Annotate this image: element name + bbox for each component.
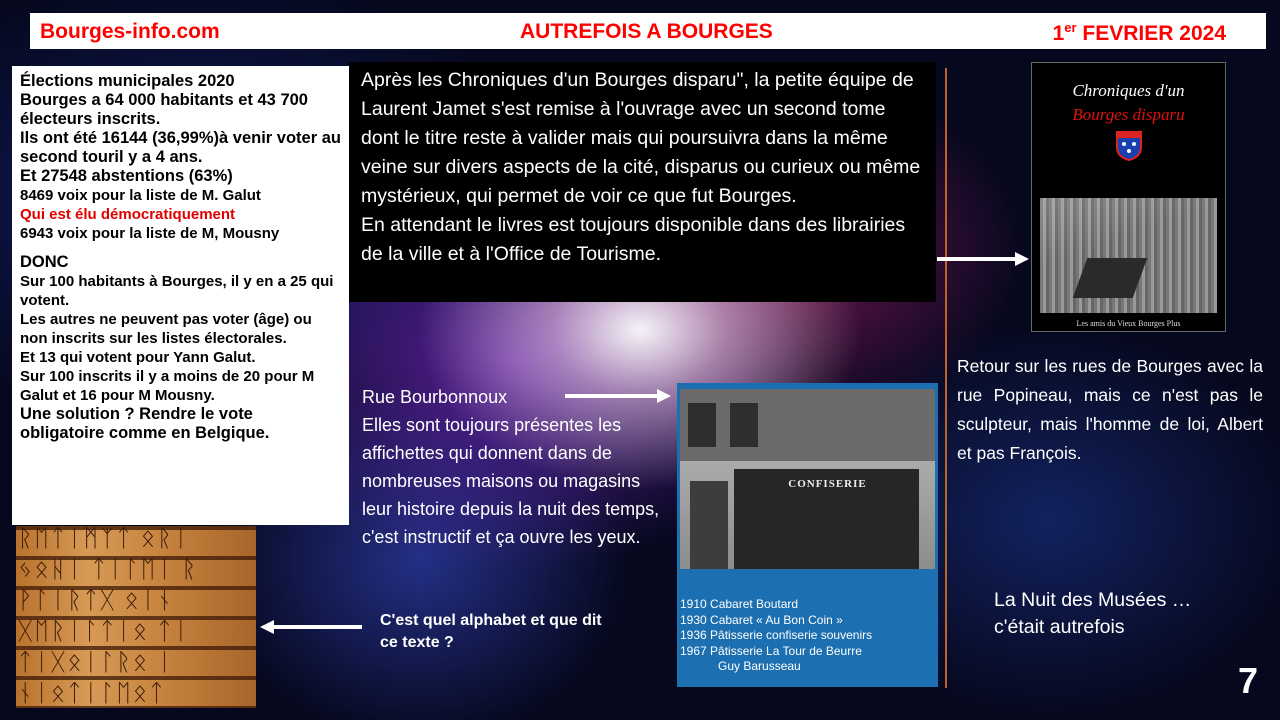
spacer bbox=[20, 243, 341, 253]
canal bbox=[1073, 258, 1148, 298]
bourbonnoux-block bbox=[362, 383, 672, 551]
election-line: 8469 voix pour la liste de M. Galut bbox=[20, 187, 261, 204]
election-line: Sur 100 habitants à Bourges, il y en a 25 qui votent. bbox=[20, 273, 334, 309]
book-title-line1: Chroniques d'un bbox=[1072, 81, 1185, 100]
chroniques-text-2: En attendant le livres est toujours disponible dans des librairies de la ville et à l'Office de Tourisme. bbox=[361, 214, 906, 265]
slide-date bbox=[1053, 20, 1226, 46]
history-line: Guy Barusseau bbox=[718, 659, 801, 673]
alphabet-question: C'est quel alphabet et que dit ce texte ? bbox=[380, 612, 602, 651]
election-line: Les autres ne peuvent pas voter (âge) ou non inscrits sur les listes électorales. bbox=[20, 311, 312, 347]
election-line-highlight: Qui est élu démocratiquement bbox=[20, 206, 236, 223]
shop-photo bbox=[680, 389, 935, 569]
divider-line bbox=[945, 68, 947, 688]
book-publisher: Les amis du Vieux Bourges Plus bbox=[1076, 319, 1181, 328]
window bbox=[730, 403, 758, 447]
history-line: 1967 Pâtisserie La Tour de Beurre bbox=[680, 643, 862, 658]
shop-door bbox=[690, 481, 728, 569]
arrow-right-icon bbox=[565, 386, 675, 406]
page-number: 7 bbox=[1238, 660, 1259, 701]
election-line: Bourges a 64 000 habitants et 43 700 électeurs inscrits. bbox=[20, 91, 308, 128]
history-line: 1910 Cabaret Boutard bbox=[680, 597, 799, 611]
tablet-inscription bbox=[18, 526, 256, 708]
chroniques-text: Après les Chroniques d'un Bourges disparu", la petite équipe de Laurent Jamet s'est remise à l'ouvrage avec un second tome dont le titre reste à valider mais qui poursuivra dans la même veine sur divers aspects de la cité, disparus ou curieux ou même mystérieux, qui permet de voir ce que fut Bourges. bbox=[361, 69, 921, 207]
arrow-right-icon bbox=[937, 250, 1032, 270]
window bbox=[688, 403, 716, 447]
slide-title: AUTREFOIS A BOURGES bbox=[520, 20, 773, 43]
inscription-line: ᛃᛟᚺᛁ ᛏᛁᛚᛖᛁ ᚱ bbox=[18, 557, 198, 583]
election-line: Et 13 qui votent pour Yann Galut. bbox=[20, 349, 256, 366]
history-line: 1930 Cabaret « Au Bon Coin » bbox=[680, 612, 843, 627]
inscription-line: ᚱᛖᛏᛁᛗᛉᛏ ᛟᚱᛁ bbox=[18, 526, 190, 552]
date-rest: FEVRIER 2024 bbox=[1076, 22, 1226, 45]
musees-block bbox=[994, 587, 1264, 641]
chroniques-box bbox=[349, 62, 936, 302]
date-day: 1 bbox=[1052, 22, 1065, 45]
shop-history-list bbox=[680, 597, 872, 675]
bourbonnoux-text: Elles sont toujours présentes les affichettes qui donnent dans de nombreuses maisons ou magasins leur histoire depuis la nuit des temps, c'est instructif et ça ouvre les yeux. bbox=[362, 415, 660, 547]
election-line: 6943 voix pour la liste de M, Mousny bbox=[20, 225, 280, 242]
book-aerial-photo bbox=[1040, 198, 1217, 313]
inscription-line: ᚹᛚᛁᚱᛏᚷ ᛟᛁᚾ bbox=[18, 588, 174, 614]
coat-of-arms-icon bbox=[1116, 131, 1142, 161]
election-line: Une solution ? Rendre le vote obligatoire comme en Belgique. bbox=[20, 405, 270, 442]
inscription-line: ᚾᛁᛟᛏᛁᛚᛖᛟᛏ bbox=[18, 681, 166, 707]
election-line: Et 27548 abstentions (63%) bbox=[20, 167, 233, 185]
building-upper bbox=[680, 389, 935, 461]
inscription-line: ᛏᛁᚷᛟᛁᛚᚱᛟ ᛁ bbox=[18, 650, 174, 676]
election-line: Ils ont été 16144 (36,99%)à venir voter au second touril y a 4 ans. bbox=[20, 129, 341, 166]
musees-line2: c'était autrefois bbox=[994, 616, 1125, 638]
shop-sign: CONFISERIE bbox=[788, 478, 867, 490]
inscription-line: ᚷᛖᚱᛁᛚᛏᛁᛟ ᛏᛁ bbox=[18, 619, 190, 645]
arrow-left-icon bbox=[258, 617, 363, 637]
election-line: Sur 100 inscrits il y a moins de 20 pour M Galut et 16 pour M Mousny. bbox=[20, 368, 315, 404]
popineau-text: Retour sur les rues de Bourges avec la rue Popineau, mais ce n'est pas le sculpteur, mais l'homme de loi, Albert et pas François. bbox=[957, 356, 1263, 463]
history-line: 1936 Pâtisserie confiserie souvenirs bbox=[680, 628, 873, 642]
book-cover-image bbox=[1031, 62, 1226, 332]
site-name[interactable]: Bourges-info.com bbox=[40, 20, 220, 43]
ancient-tablet-image bbox=[16, 526, 256, 708]
date-superscript: er bbox=[1064, 20, 1077, 35]
election-heading: Élections municipales 2020 bbox=[20, 72, 235, 90]
book-title-line2: Bourges disparu bbox=[1072, 105, 1185, 124]
shop-plaque-image bbox=[677, 383, 938, 687]
election-conclusion-heading: DONC bbox=[20, 253, 69, 271]
musees-line1: La Nuit des Musées … bbox=[994, 589, 1192, 611]
election-box bbox=[12, 66, 349, 525]
bourbonnoux-title: Rue Bourbonnoux bbox=[362, 387, 508, 407]
header-banner bbox=[30, 13, 1266, 49]
